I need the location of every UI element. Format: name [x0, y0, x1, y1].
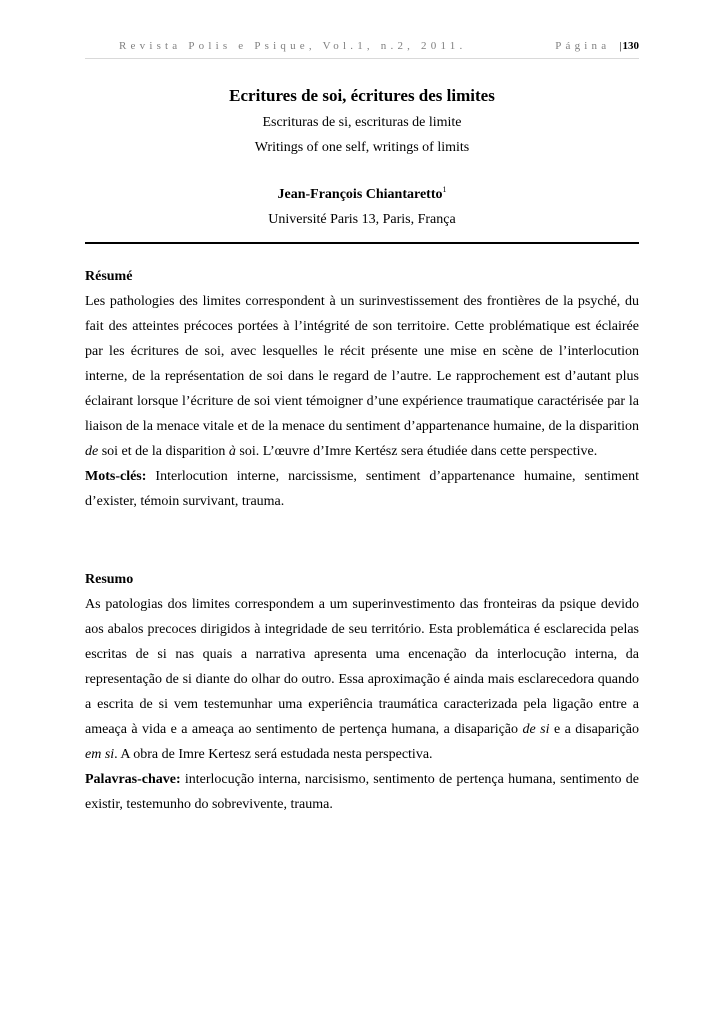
title-block [85, 86, 639, 231]
resume-paragraph [85, 289, 639, 464]
title-divider [85, 242, 639, 244]
resume-text-3: soi. L’œuvre d’Imre Kertész sera étudiée dans cette perspective. [239, 444, 598, 459]
resumo-keywords [85, 767, 639, 817]
resumo-keywords-text: interlocução interna, narcisismo, sentimento de pertença humana, sentimento de existir, testemunho do sobrevivente, trauma. [85, 772, 639, 812]
resume-heading: Résumé [85, 269, 133, 284]
page-indicator [555, 40, 639, 52]
page-number: 130 [622, 40, 639, 52]
resumo-text-1: As patologias dos limites correspondem a um superinvestimento das fronteiras da psique devido aos abalos precoces dirigidos à integridade de seu território. Esta problemática é esclarecida pelas escritas de si nas quais a narrativa apresenta uma encenação da interlocução interna, da representação de si diante do olhar do outro. Essa aproximação é ainda mais esclarecedora quando a escrita de si vem testemunhar uma experiência traumática caracterizada pela ligação entre a ameaça à vida e a ameaça ao sentimento de pertença humana, a disaparição [85, 597, 639, 737]
resume-text-1: Les pathologies des limites correspondent à un surinvestissement des frontières de la psyché, du fait des atteintes précoces portées à l’intégrité de son territoire. Cette problématique est éclairée par les écritures de soi, avec lesquelles le récit présente une mise en scène de l’interlocution interne, de la représentation de soi dans le regard de l’autre. Le rapprochement est d’autant plus éclairant lorsque l’écriture de soi vient témoigner d’une expérience traumatique caractérisée par la liaison de la menace vitale et de la menace du sentiment d’appartenance humaine, de la disparition [85, 294, 639, 434]
page-label: Página [555, 40, 611, 52]
article-title-english: Writings of one self, writings of limits [254, 140, 470, 155]
resume-section [85, 264, 639, 514]
author-name [85, 179, 639, 206]
resume-keywords-label: Mots-clés: [85, 469, 147, 484]
resumo-text-3: . A obra de Imre Kertesz será estudada nesta perspectiva. [114, 747, 433, 762]
resumo-section [85, 567, 639, 817]
resumo-text-2: e a disaparição [553, 722, 639, 737]
resume-italic-1: de [85, 444, 99, 459]
article-title: Ecritures de soi, écritures des limites [229, 86, 495, 105]
resume-text-2: soi et de la disparition [101, 444, 226, 459]
resume-keywords-text: Interlocution interne, narcissisme, sentiment d’appartenance humaine, sentiment d’exister, témoin survivant, trauma. [85, 469, 639, 509]
resumo-heading: Resumo [85, 572, 134, 587]
running-header [85, 40, 639, 59]
resumo-keywords-label: Palavras-chave: [85, 772, 181, 787]
author-name-text: Jean-François Chiantaretto [277, 187, 443, 202]
journal-citation: Revista Polis e Psique, Vol.1, n.2, 2011. [119, 40, 467, 52]
resumo-italic-1: de si [522, 722, 550, 737]
page-separator: | [619, 40, 622, 52]
resumo-paragraph [85, 592, 639, 767]
resume-keywords [85, 464, 639, 514]
author-affiliation: Université Paris 13, Paris, França [268, 212, 456, 227]
resume-italic-2: à [228, 444, 236, 459]
article-title-portuguese: Escrituras de si, escrituras de limite [262, 115, 462, 130]
author-footnote-marker[interactable]: 1 [442, 185, 447, 194]
resumo-italic-2: em si [85, 747, 115, 762]
